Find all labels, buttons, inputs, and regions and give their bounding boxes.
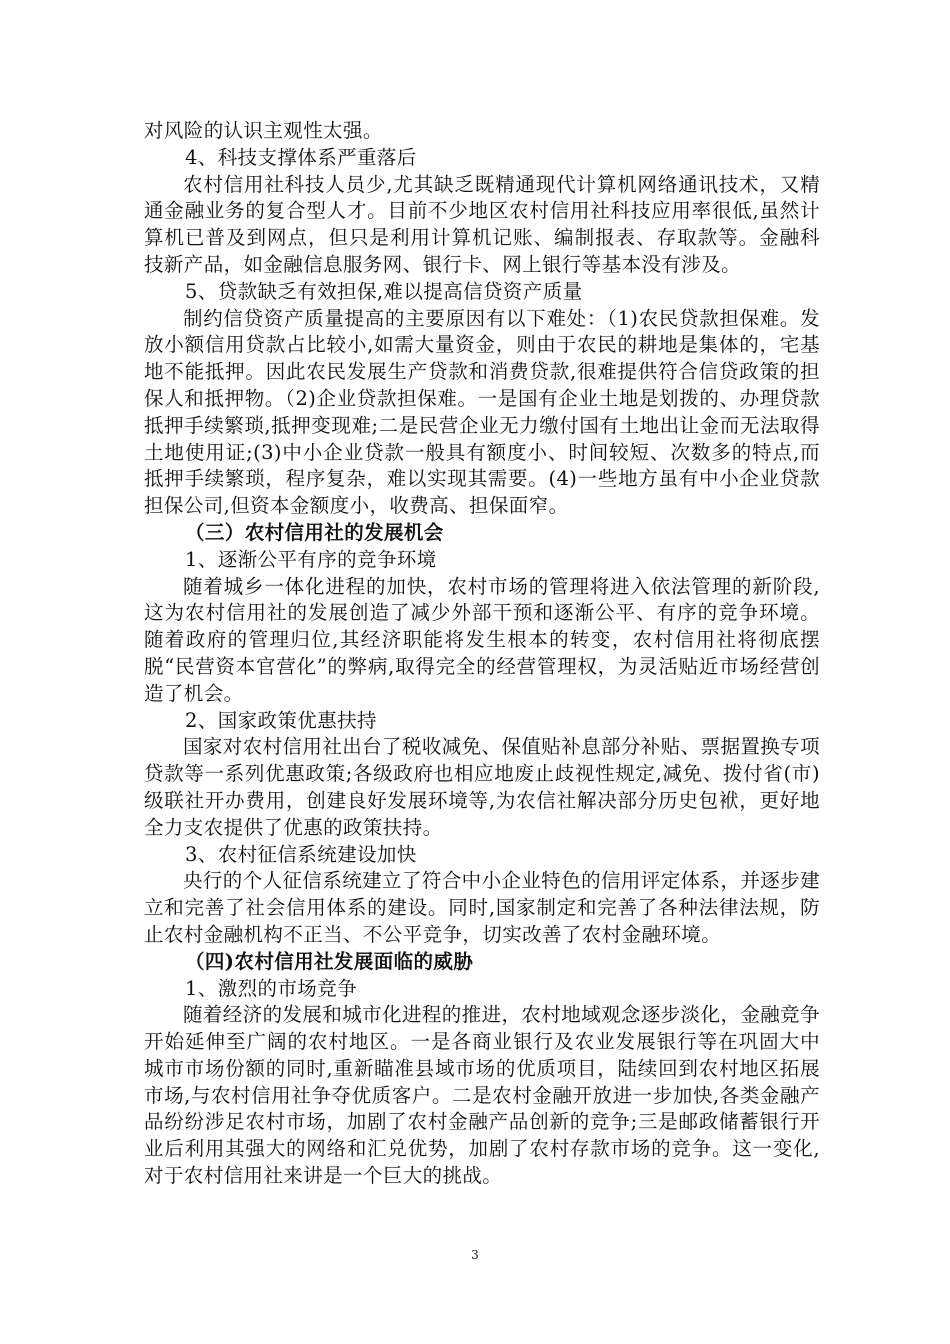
subheading-loan-guarantee: 5、贷款缺乏有效担保,难以提高信贷资产质量 — [185, 279, 583, 303]
paragraph-market-competition: 随着经济的发展和城市化进程的推进，农村地域观念逐步淡化，金融竞争开始延伸至广阔的农村地区。一是各商业银行及农业发展银行等在巩固大中城市市场份额的同时,重新瞄准县域市场的优质项目，陆续回到农村地区拓展市场,与农村信用社争夺优质客户。二是农村金融开放进一步加快,各类金融产品纷纷涉足农村市场，加剧了农村金融产品创新的竞争;三是邮政储蓄银行开业后利用其强大的网络和汇兑优势，加剧了农村存款市场的竞争。这一变化,对于农村信用社来讲是一个巨大的挑战。 — [144, 1003, 820, 1188]
subheading-credit-system: 3、农村征信系统建设加快 — [185, 842, 417, 866]
subheading-policy-support: 2、国家政策优惠扶持 — [185, 708, 377, 732]
paragraph-loan-guarantee: 制约信贷资产质量提高的主要原因有以下难处：（1)农民贷款担保难。发放小额信用贷款占比较小,如需大量资金，则由于农民的耕地是集体的，宅基地不能抵押。因此农民发展生产贷款和消费贷款,很难提供符合信贷政策的担保人和抵押物。（2)企业贷款担保难。一是国有企业土地是划拨的、办理贷款抵押手续繁琐,抵押变现难;二是民营企业无力缴付国有土地出让金而无法取得土地使用证;(3)中小企业贷款一般具有额度小、时间较短、次数多的特点,而抵押手续繁琐，程序复杂，难以实现其需要。(4)一些地方虽有中小企业贷款担保公司,但资本金额度小，收费高、担保面窄。 — [144, 306, 820, 518]
subheading-fair-competition: 1、逐渐公平有序的竞争环境 — [185, 547, 437, 571]
subheading-tech-support: 4、科技支撑体系严重落后 — [185, 145, 417, 169]
section-heading-opportunities: （三）农村信用社的发展机会 — [185, 520, 444, 544]
paragraph-continuation: 对风险的认识主观性太强。 — [144, 119, 383, 142]
paragraph-fair-competition: 随着城乡一体化进程的加快，农村市场的管理将进入依法管理的新阶段,这为农村信用社的发展创造了减少外部干预和逐渐公平、有序的竞争环境。随着政府的管理归位,其经济职能将发生根本的转变，农村信用社将彻底摆脱“民营资本官营化”的弊病,取得完全的经营管理权，为灵活贴近市场经营创造了机会。 — [144, 574, 820, 705]
document-body — [144, 118, 820, 1190]
section-heading-threats: （四)农村信用社发展面临的威胁 — [185, 949, 474, 973]
paragraph-policy-support: 国家对农村信用社出台了税收减免、保值贴补息部分补贴、票据置换专项贷款等一系列优惠政策;各级政府也相应地废止歧视性规定,减免、拨付省(市)级联社开办费用，创建良好发展环境等,为农信社解决部分历史包袱，更好地全力支农提供了优惠的政策扶持。 — [144, 735, 820, 839]
paragraph-credit-system: 央行的个人征信系统建立了符合中小企业特色的信用评定体系，并逐步建立和完善了社会信用体系的建设。同时,国家制定和完善了各种法律法规，防止农村金融机构不正当、不公平竞争，切实改善了农村金融环境。 — [144, 869, 820, 946]
paragraph-tech-support: 农村信用社科技人员少,尤其缺乏既精通现代计算机网络通讯技术，又精通金融业务的复合型人才。目前不少地区农村信用社科技应用率很低,虽然计算机已普及到网点，但只是利用计算机记账、编制报表、存取款等。金融科技新产品，如金融信息服务网、银行卡、网上银行等基本没有涉及。 — [144, 172, 820, 276]
subheading-market-competition: 1、激烈的市场竞争 — [185, 976, 358, 1000]
page-number: 3 — [471, 1248, 479, 1262]
